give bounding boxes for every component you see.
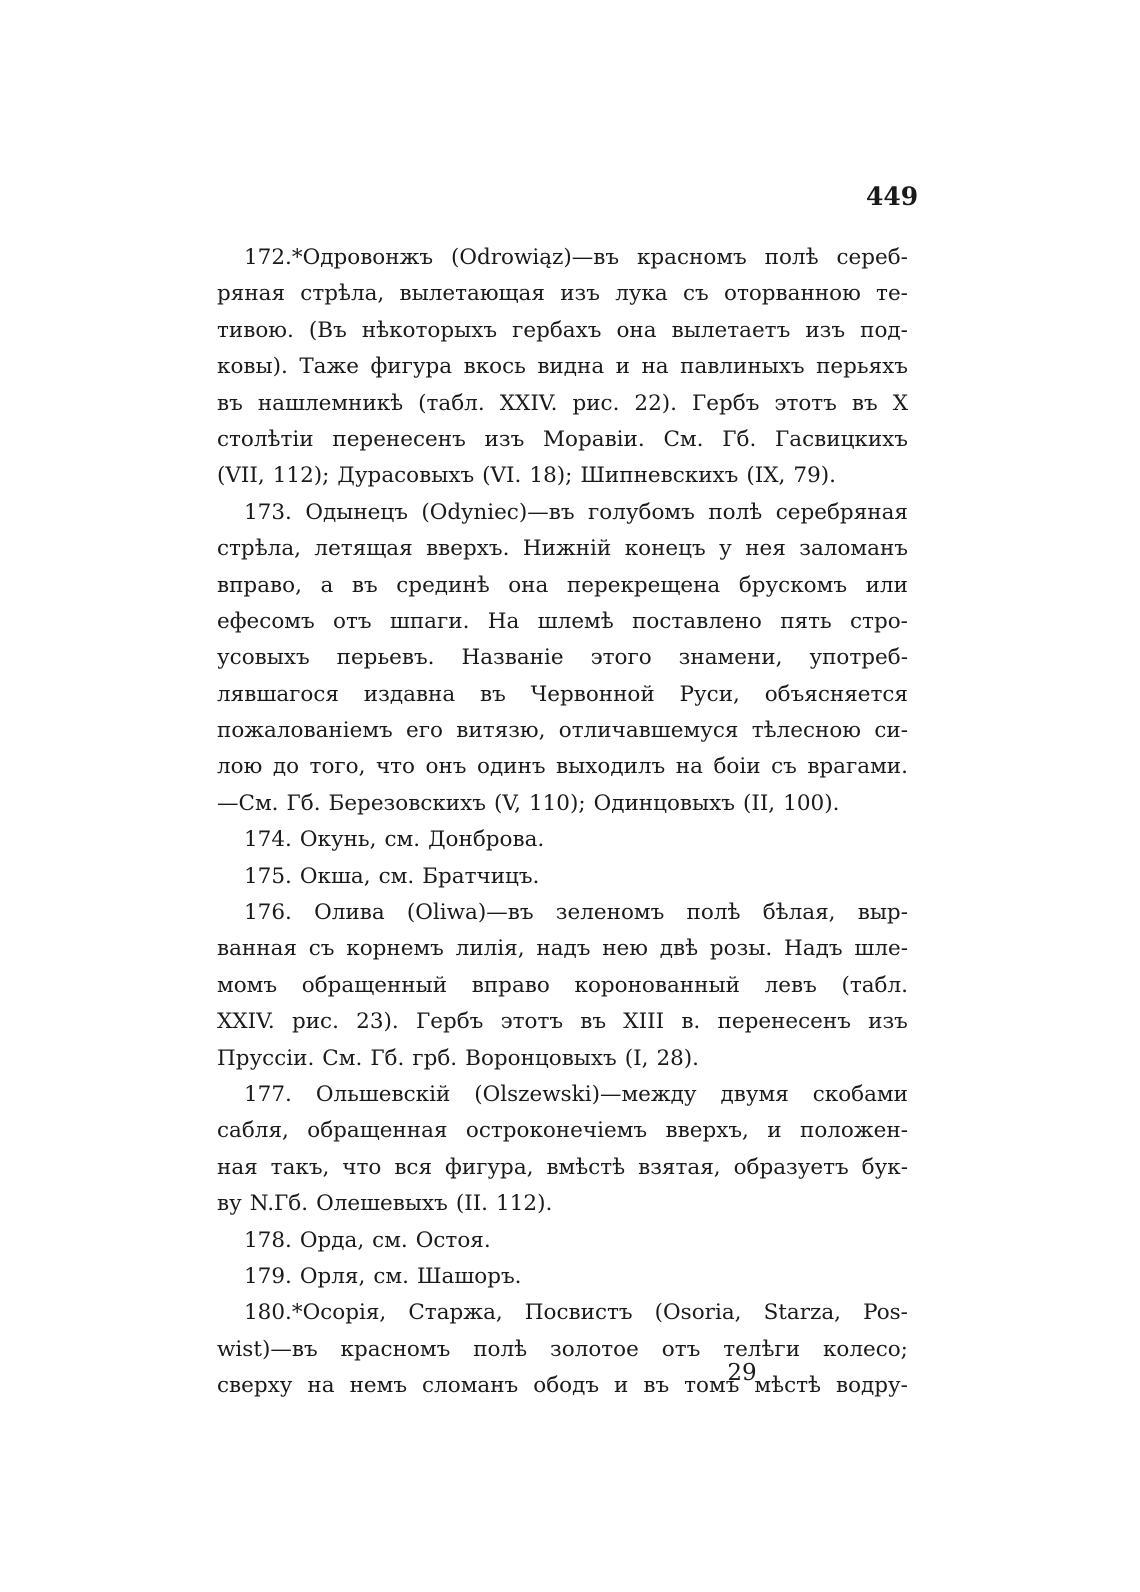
text-line: лявшагося издавна въ Червонной Руси, объясняется <box>217 681 908 707</box>
text-line: 180.*Осорія, Старжа, Посвистъ (Osoria, Starza, Pos- <box>244 1300 908 1326</box>
text-line: въ нашлемникѣ (табл. XXIV. рис. 22). Гербъ этотъ въ X <box>217 390 908 416</box>
text-line: 172.*Одровонжъ (Odrowiąz)—въ красномъ полѣ сереб- <box>244 245 908 270</box>
text-line: XXIV. рис. 23). Гербъ этотъ въ XIII в. перенесенъ изъ <box>217 1009 908 1035</box>
text-line: 177. Ольшевскій (Olszewski)—между двумя скобами <box>244 1081 908 1107</box>
text-line: ковы). Таже фигура вкось видна и на павлиныхъ перьяхъ <box>217 354 908 380</box>
text-line: —См. Гб. Березовскихъ (V, 110); Одинцовыхъ (II, 100). <box>217 790 840 816</box>
text-line: 178. Орда, см. Остоя. <box>244 1227 491 1253</box>
text-line: сверху на немъ сломанъ ободъ и въ томъ мѣстѣ водру- <box>217 1373 908 1399</box>
page-body-text <box>217 240 908 1405</box>
text-line: стрѣла, летящая вверхъ. Нижній конецъ у нея заломанъ <box>217 536 908 562</box>
text-line: ряная стрѣла, вылетающая изъ лука съ оторванною те- <box>217 281 908 307</box>
text-line: пожалованіемъ его витязю, отличавшемуся тѣлесною си- <box>217 718 908 744</box>
text-line: ву N.Гб. Олешевыхъ (II. 112). <box>217 1191 553 1217</box>
text-line: (VII, 112); Дурасовыхъ (VI. 18); Шипневскихъ (IX, 79). <box>217 463 836 489</box>
text-line: 173. Одынецъ (Odyniec)—въ голубомъ полѣ серебряная <box>244 499 908 525</box>
text-line: столѣтіи перенесенъ изъ Моравіи. См. Гб. Гасвицкихъ <box>217 426 908 452</box>
text-line: ванная съ корнемъ лилія, надъ нею двѣ розы. Надъ шле- <box>217 936 908 962</box>
text-line: ефесомъ отъ шпаги. На шлемѣ поставлено пять стро- <box>217 608 908 634</box>
text-line: ная такъ, что вся фигура, вмѣстѣ взятая, образуетъ бук- <box>217 1154 908 1180</box>
text-line: 174. Окунь, см. Донброва. <box>244 827 545 853</box>
text-line: 176. Олива (Oliwa)—въ зеленомъ полѣ бѣлая, выр- <box>244 900 908 926</box>
text-line: 175. Окша, см. Братчицъ. <box>244 863 540 889</box>
text-line: сабля, обращенная остроконечіемъ вверхъ, и положен- <box>217 1118 908 1144</box>
text-line: 179. Орля, см. Шашоръ. <box>244 1263 522 1289</box>
page-number: 449 <box>866 182 919 211</box>
text-line: Пруссіи. См. Гб. грб. Воронцовыхъ (I, 28). <box>217 1045 700 1071</box>
text-line: лою до того, что онъ одинъ выходилъ на боіи съ врагами. <box>217 754 908 780</box>
signature-mark: 29 <box>727 1360 757 1386</box>
text-line: момъ обращенный вправо коронованный левъ (табл. <box>217 972 908 998</box>
text-line: wist)—въ красномъ полѣ золотое отъ телѣги колесо; <box>217 1336 908 1362</box>
text-line: тивою. (Въ нѣкоторыхъ гербахъ она вылетаетъ изъ под- <box>217 317 908 343</box>
text-line: усовыхъ перьевъ. Названіе этого знамени, употреб- <box>217 645 908 671</box>
text-line: вправо, а въ срединѣ она перекрещена брускомъ или <box>217 572 908 598</box>
